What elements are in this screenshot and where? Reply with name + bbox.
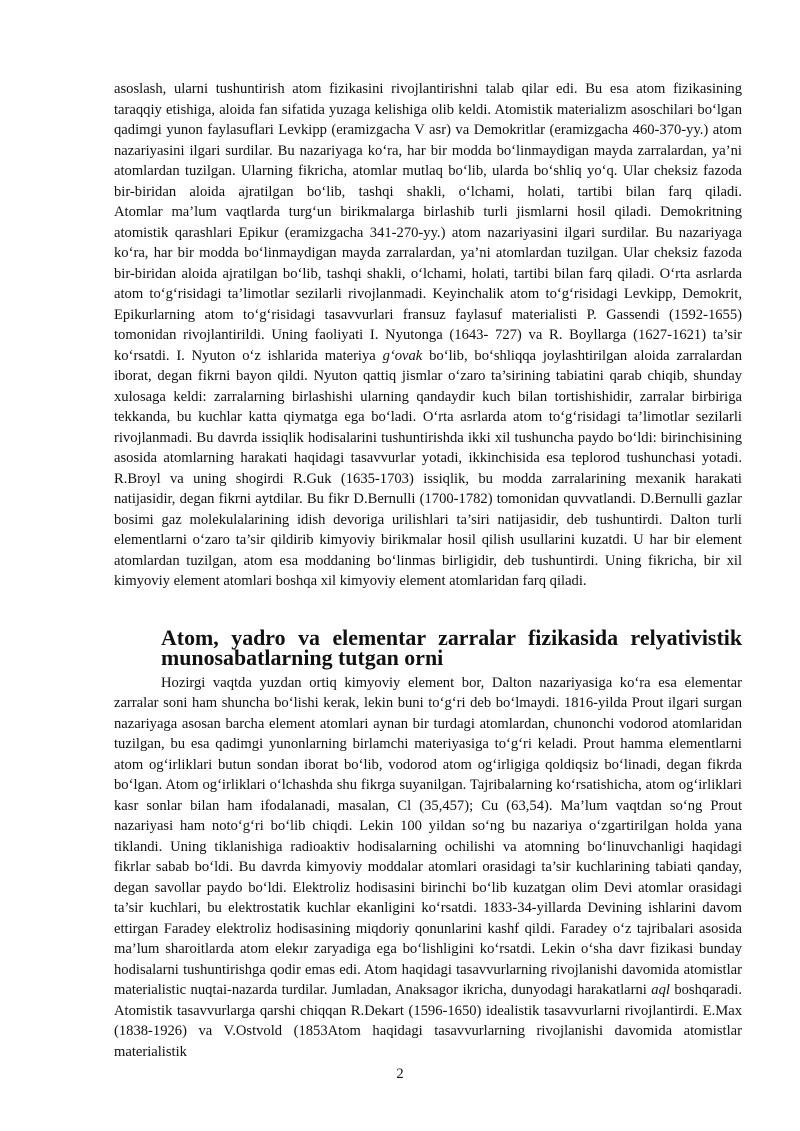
paragraph-atom-history bbox=[114, 202, 742, 592]
paragraph-text: Atomlar ma’lum vaqtlarda turg‘un birikmalarga birlashib turli jismlarni hosil qiladi. Demokritning atomistik qarashlari Epikur (eramizgacha 341-270-yy.) atom nazariyasini ilgari surdilar. Bu nazariyaga ko‘ra, har bir modda bo‘linmaydigan mayda zarralardan, ya’ni atomlardan tuzilgan. Ular cheksiz fazoda bir-biridan aloida ajratilgan bo‘lib, tashqi shakli, o‘lchami, holati, tartibi bilan farq qiladi. O‘rta asrlarda atom to‘g‘risidagi ta’limotlar sezilarli rivojlanmadi. Keyinchalik atom to‘g‘risidagi Levkipp, Demokrit, Epikurlarning atom to‘g‘risidagi tasavvurlari fransuz faylasuf materialisti P. Gassendi (1592-1655) tomonidan rivojlantirildi. Uning faoliyati I. Nyutonga (1643- 727) va R. Boyllarga (1627-1621) ta’sir ko‘rsatdi. I. Nyuton o‘z ishlarida materiya bbox=[114, 204, 742, 364]
paragraph-text: Hozirgi vaqtda yuzdan ortiq kimyoviy element bor, Dalton nazariyasiga ko‘ra esa elementar zarralar soni ham shuncha bo‘lishi kerak, lekin buni to‘g‘ri deb bo‘lmaydi. 1816-yilda Prout ilgari surgan nazariyaga asosan barcha element atomlari aynan bir turdagi atomlardan, chunonchi vodorod atomlaridan tuzilgan, bu esa qadimgi yunonlarning birlamchi materiyasiga to‘g‘ri keladi. Prout hamma elementlarni atom og‘irliklari butun sondan iborat bo‘lib, vodorod atom og‘irligiga qoldiqsiz bo‘linadi, degan fikrda bo‘lgan. Atom og‘irliklari o‘lchashda shu fikrga suyanilgan. Tajribalarning ko‘rsatishicha, atom og‘irliklari kasr sonlar bilan ham ifodalanadi, masalan, Cl (35,457); Cu (63,54). Ma’lum vaqtdan so‘ng Prout nazariyasi ham noto‘g‘ri bo‘lib chiqdi. Lekin 100 yildan so‘ng bu nazariya o‘zgartirilgan holda yana tiklandi. Uning tiklanishiga radioaktiv hodisalarning ochilishi va atomning bo‘linuvchanligi haqidagi fikrlar sabab bo‘ldi. Bu davrda kimyoviy moddalar atomlari orasidagi ta’sir kuchlarining tabiati qanday, degan savollar paydo bo‘ldi. Elektroliz hodisasini birinchi bo‘lib kuzatgan olim Devi atomlar orasidagi ta’sir kuchlari, bu elektrostatik kuchlar ekanligini ko‘rsatdi. 1833-34-yillarda Devining ishlarini davom ettirgan Faradey elektroliz hodisasining miqdoriy qonunlarini kashf qildi. Faradey o‘z tajribalari asosida ma’lum sharoitlarda atom elekır zaryadiga ega bo‘lishligini ko‘rsatdi. Lekin o‘sha davr fizikasi bunday hodisalarni tushuntirishga qodir emas edi. Atom haqidagi tasavvurlarning rivojlanishi davomida atomistlar materialistic nuqtai-nazarda turdilar. Jumladan, Anaksagor ikricha, dunyodagi harakatlarni bbox=[114, 674, 742, 998]
paragraph-text: bo‘lib, bo‘shliqqa joylashtirilgan aloida zarralardan iborat, degan fikrni bayon qildi. Nyuton qattiq jismlar o‘zaro ta’sirining tabiatini qarab chiqib, shunday xulosaga keldi: zarralarning birlashishi ularning qandaydir kuch bilan tortishishidir, zarralar birbiriga tekkanda, bu kuchlar katta qiymatga ega bo‘ladi. O‘rta asrlarda atom to‘g‘risidagi ta’limotlar sezilarli rivojlanmadi. Bu davrda issiqlik hodisalarini tushuntirishda ikki xil tushuncha paydo bo‘ldi: birinchisining asosida atomlarning harakati haqidagi tasavvurlar yotadi, ikkinchisida esa teplorod tushunchasi yotadi. R.Broyl va uning shogirdi R.Guk (1635-1703) issiqlik, bu modda zarralarining mexanik harakati natijasidir, degan fikrni aytdilar. Bu fikr D.Bernulli (1700-1782) tomonidan quvvatlandi. D.Bernulli gazlar bosimi gaz molekulalarining idish devoriga urilishlari ta’siri natijasidir, deb tushuntirdi. Dalton turli elementlarni o‘zaro ta’sir qildirib kimyoviy birikmalar hosil qilish usullarini kuzatdi. U har bir element atomlardan tuzilgan, atom esa moddaning bo‘linmas birligidir, deb tushuntirdi. Uning fikricha, bir xil kimyoviy element atomlari boshqa xil kimyoviy element atomlaridan farq qiladi. bbox=[114, 347, 743, 589]
italic-term: g‘ovak bbox=[382, 347, 423, 364]
paragraph-text: boshqaradi. Atomistik tasavvurlarga qarshi chiqqan R.Dekart (1596-1650) idealistik tasavvurlarni rivojlantirdi. E.Max (1838-1926) va V.Ostvold (1853Atom haqidagi tasavvurlarning rivojlanishi davomida atomistlar materialistik bbox=[114, 982, 743, 1060]
page-number: 2 bbox=[396, 1066, 404, 1082]
document-page bbox=[114, 79, 742, 1062]
paragraph-text: asoslash, ularni tushuntirish atom fizikasini rivojlantirishni talab qilar edi. Bu esa atom fizikasining taraqqiy etishiga, aloida fan sifatida yuzaga kelishiga olib keldi. Atomistik materializm asoschilari bo‘lgan qadimgi yunon faylasuflari Levkipp (eramizgacha V asr) va Demokritlar (eramizgacha 460-370-yy.) atom nazariyasini ilgari surdilar. Bu nazariyaga ko‘ra, har bir modda bo‘linmaydigan mayda zarralardan, ya’ni atomlardan tuzilgan. Ularning fikricha, atomlar mutlaq bo‘lib, ularda bo‘shliq yo‘q. Ular cheksiz fazoda bir-biridan aloida ajratilgan bo‘lib, tashqi shakli, o‘lchami, holati, tartibi bilan farq qiladi. bbox=[114, 81, 742, 200]
paragraph-elementary-particles bbox=[114, 673, 742, 1063]
section-heading: Atom, yadro va elementar zarralar fizikasida relyativistik munosabatlarning tutgan orni bbox=[161, 624, 742, 670]
italic-term: aql bbox=[651, 982, 670, 998]
paragraph-atomism-origins bbox=[114, 79, 742, 202]
